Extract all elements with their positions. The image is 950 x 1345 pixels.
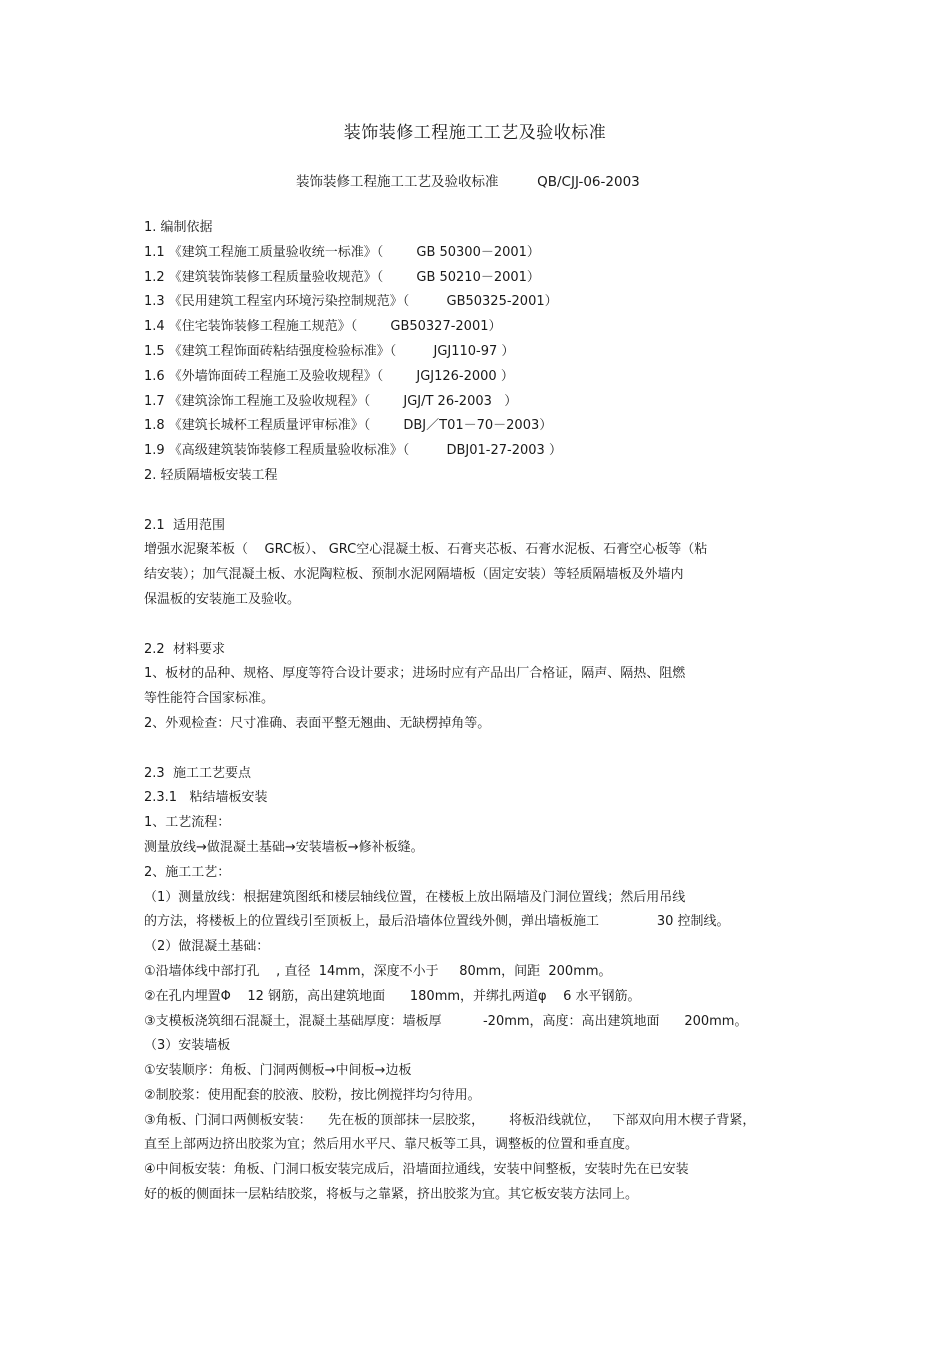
blank-line [144,489,794,514]
text-line: （1）测量放线：根据建筑图纸和楼层轴线位置，在楼板上放出隔墙及门洞位置线；然后用吊线 [144,889,686,905]
text-line: 2.3.1 粘结墙板安装 [144,790,268,806]
text-line: 1.7 《建筑涂饰工程施工及验收规程》（ JGJ/T 26-2003 ） [144,393,518,409]
text-line: 1、板材的品种、规格、厚度等符合设计要求；进场时应有产品出厂合格证，隔声、隔热、阻燃 [144,666,686,682]
text-line: 1.5 《建筑工程饰面砖粘结强度检验标准》（ JGJ110-97 ） [144,343,515,359]
text-line: 1.2 《建筑装饰装修工程质量验收规范》（ GB 50210－2001） [144,269,540,285]
text-line: 1.4 《住宅装饰装修工程施工规范》（ GB50327-2001） [144,319,502,335]
text-line: 2、外观检查：尺寸准确、表面平整无翘曲、无缺楞掉角等。 [144,715,491,731]
blank-line [144,737,794,762]
text-line: 2. 轻质隔墙板安装工程 [144,467,278,483]
text-line: 2、施工工艺： [144,864,231,880]
text-line: ②在孔内埋置Φ 12 钢筋，高出建筑地面 180mm，并绑扎两道φ 6 水平钢筋。 [144,988,641,1004]
document-subtitle: 装饰装修工程施工工艺及验收标准 QB/CJJ-06-2003 [296,174,640,190]
text-line: 1. 编制依据 [144,220,213,235]
text-line: （3）安装墙板 [144,1038,231,1054]
text-line: 1.3 《民用建筑工程室内环境污染控制规范》（ GB50325-2001） [144,294,558,310]
text-line: （2）做混凝土基础： [144,939,270,955]
text-line: 等性能符合国家标准。 [144,691,275,707]
text-line: 测量放线→做混凝土基础→安装墙板→修补板缝。 [144,839,424,855]
document-title: 装饰装修工程施工工艺及验收标准 [343,123,607,143]
text-line: 2.1 适用范围 [144,517,225,533]
text-line: 1.1 《建筑工程施工质量验收统一标准》（ GB 50300－2001） [144,244,540,260]
text-line: ③角板、门洞口两侧板安装： 先在板的顶部抹一层胶浆， 将板沿线就位， 下部双向用木楔子背紧， [144,1112,756,1128]
text-line: 直至上部两边挤出胶浆为宜；然后用水平尺、靠尺板等工具，调整板的位置和垂直度。 [144,1137,639,1153]
text-line: 结安装）；加气混凝土板、水泥陶粒板、预制水泥网隔墙板（固定安装）等轻质隔墙板及外墙内 [144,567,684,583]
text-line: ④中间板安装：角板、门洞口板安装完成后，沿墙面拉通线，安装中间整板，安装时先在已安装 [144,1162,689,1178]
text-line: 增强水泥聚苯板（ GRC板）、 GRC空心混凝土板、石膏夹芯板、石膏水泥板、石膏空心板等（粘 [144,542,708,558]
text-line: 2.2 材料要求 [144,641,225,657]
blank-line [144,613,794,638]
text-line: 1.8 《建筑长城杯工程质量评审标准》（ DBJ／T01－70－2003） [144,418,553,434]
text-line: ③支模板浇筑细石混凝土，混凝土基础厚度：墙板厚 -20mm，高度：高出建筑地面 200mm。 [144,1013,748,1029]
text-line: ②制胶浆：使用配套的胶液、胶粉，按比例搅拌均匀待用。 [144,1087,481,1103]
text-line: 1.9 《高级建筑装饰装修工程质量验收标准》（ DBJ01-27-2003 ） [144,443,562,459]
text-line: 2.3 施工工艺要点 [144,765,251,781]
text-line: ①安装顺序：角板、门洞两侧板→中间板→边板 [144,1063,412,1079]
text-line: 1、工艺流程： [144,815,231,831]
document-body [144,216,794,1208]
text-line: 1.6 《外墙饰面砖工程施工及验收规程》（ JGJ126-2000 ） [144,368,514,384]
text-line: 好的板的侧面抹一层粘结胶浆，将板与之靠紧，挤出胶浆为宜。其它板安装方法同上。 [144,1187,639,1203]
text-line: 保温板的安装施工及验收。 [144,591,301,607]
text-line: 的方法，将楼板上的位置线引至顶板上，最后沿墙体位置线外侧，弹出墙板施工 30 控制线。 [144,914,730,930]
text-line: ①沿墙体线中部打孔 , 直径 14mm，深度不小于 80mm，间距 200mm。 [144,963,612,979]
